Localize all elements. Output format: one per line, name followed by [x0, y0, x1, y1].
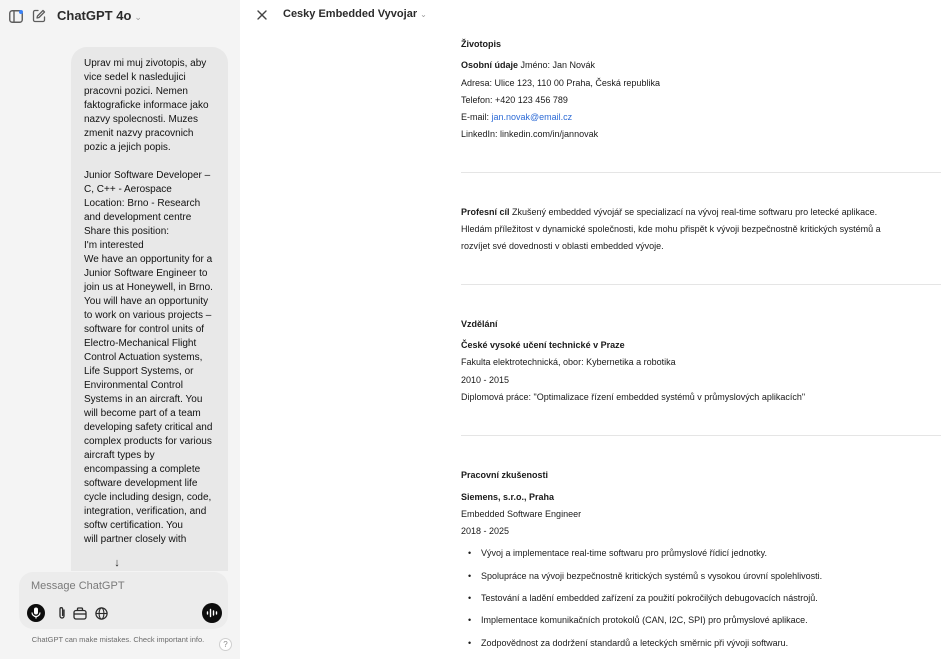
globe-search-icon[interactable]: [92, 604, 110, 622]
message-line: Junior Software Developer –: [84, 170, 211, 181]
message-line: I'm interested: [84, 240, 144, 251]
goal-text: Zkušený embedded vývojář se specializací na vývoj real-time softwaru pro letecké aplikace.: [509, 207, 878, 217]
model-selector[interactable]: [57, 8, 142, 23]
message-line: join us at Honeywell, in Brno.: [84, 282, 213, 293]
bullet-text: Spolupráce na vývoji bezpečnostně kritických systémů s vysokou úrovní spolehlivosti.: [481, 571, 823, 581]
new-chat-icon[interactable]: [31, 8, 47, 24]
model-name-label: ChatGPT 4o: [57, 8, 132, 23]
education-section-label: Vzdělání: [461, 319, 498, 329]
education-years: 2010 - 2015: [461, 375, 510, 385]
message-line: You will have an opportunity: [84, 296, 209, 307]
bullet-text: Implementace komunikačních protokolů (CAN, I2C, SPI) pro průmyslové aplikace.: [481, 615, 808, 625]
attach-paperclip-icon[interactable]: [53, 604, 71, 622]
scroll-down-arrow-icon[interactable]: ↓: [114, 557, 120, 569]
message-line: will become part of a team: [84, 408, 201, 419]
message-line: Uprav mi muj zivotopis, aby: [84, 58, 207, 69]
experience-bullet: [468, 637, 788, 649]
bullet-text: Testování a ladění embedded zařízení za použití pokročilých debugovacích nástrojů.: [481, 593, 818, 603]
message-line: Share this position:: [84, 226, 170, 237]
message-line: will partner closely with: [84, 534, 187, 545]
chevron-down-icon: ⌄: [134, 12, 142, 22]
sidebar-toggle-icon[interactable]: [8, 8, 24, 24]
chevron-down-icon: ⌄: [420, 10, 427, 19]
experience-bullet: [468, 614, 808, 626]
message-line: and development centre: [84, 212, 192, 223]
message-line: Control Actuation systems,: [84, 352, 203, 363]
message-line: pracovni pozici. Nemen: [84, 86, 188, 97]
message-line: aircraft types by: [84, 450, 155, 461]
personal-name: Jméno: Jan Novák: [518, 60, 596, 70]
message-input[interactable]: [31, 578, 211, 594]
chat-header: [0, 0, 240, 32]
message-line: integration, verification, and: [84, 506, 207, 517]
education-thesis: Diplomová práce: "Optimalizace řízení embedded systémů v průmyslových aplikacích": [461, 392, 806, 402]
close-icon[interactable]: [255, 8, 269, 22]
message-line: developing safety critical and: [84, 422, 213, 433]
microphone-icon[interactable]: [27, 604, 45, 622]
message-line: We have an opportunity for a: [84, 254, 213, 265]
message-line: complex products for various: [84, 436, 212, 447]
section-divider: [461, 284, 941, 285]
bullet-text: Vývoj a implementace real-time softwaru pro průmyslové řídicí jednotky.: [481, 548, 767, 558]
experience-bullet: [468, 592, 818, 604]
help-button[interactable]: ?: [219, 638, 232, 651]
user-message-bubble: [71, 47, 228, 571]
tools-toolbox-icon[interactable]: [71, 604, 89, 622]
message-line: Electro-Mechanical Flight: [84, 338, 197, 349]
message-line: pozic a jejich popis.: [84, 142, 171, 153]
message-paragraph: [84, 169, 218, 547]
personal-email-line: [461, 111, 572, 123]
message-composer: [19, 572, 228, 629]
personal-section-label: Osobní údaje: [461, 60, 519, 70]
experience-role: Embedded Software Engineer: [461, 509, 582, 519]
canvas-title-label: Cesky Embedded Vyvojar: [283, 8, 418, 20]
message-line: Junior Software Engineer to: [84, 268, 208, 279]
education-school: České vysoké učení technické v Praze: [461, 340, 625, 350]
message-line: zmenit nazvy pracovnich: [84, 128, 194, 139]
message-line: Life Support Systems, or: [84, 366, 194, 377]
message-line: faktograficke informace jako: [84, 100, 209, 111]
document-heading: Životopis: [461, 39, 501, 49]
goal-line-1: [461, 206, 877, 218]
message-line: vice sedel k nasledujici: [84, 72, 186, 83]
message-line: Environmental Control: [84, 380, 183, 391]
message-line: nazvy spolecnosti. Muzes: [84, 114, 198, 125]
message-line: softw certification. You: [84, 520, 183, 531]
resume-document[interactable]: [461, 0, 941, 659]
message-line: software development life: [84, 478, 198, 489]
goal-section-label: Profesní cíl: [461, 207, 510, 217]
message-line: encompassing a complete: [84, 464, 201, 475]
message-paragraph: [84, 57, 218, 155]
message-line: C, C++ - Aerospace: [84, 184, 172, 195]
voice-mode-icon[interactable]: [202, 603, 222, 623]
experience-bullet: [468, 547, 767, 559]
goal-line-2: Hledám příležitost v dynamické společnosti, kde mohu přispět k vývoji bezpečnostně kritických systémů a: [461, 224, 881, 234]
canvas-title[interactable]: [283, 8, 427, 20]
goal-line-3: rozvíjet své dovednosti v oblasti embedded vývoje.: [461, 241, 664, 251]
email-label: E-mail:: [461, 112, 492, 122]
message-line: software for control units of: [84, 324, 205, 335]
message-line: cycle including design, code,: [84, 492, 212, 503]
personal-phone: Telefon: +420 123 456 789: [461, 95, 568, 105]
section-divider: [461, 172, 941, 173]
personal-name-line: [461, 59, 595, 71]
personal-linkedin: LinkedIn: linkedin.com/in/jannovak: [461, 129, 599, 139]
message-line: Systems in an aircraft. You: [84, 394, 203, 405]
experience-section-label: Pracovní zkušenosti: [461, 470, 549, 480]
experience-company: Siemens, s.r.o., Praha: [461, 492, 555, 502]
bullet-text: Zodpovědnost za dodržení standardů a leteckých směrnic při vývoji softwaru.: [481, 638, 789, 648]
personal-address: Adresa: Ulice 123, 110 00 Praha, Česká republika: [461, 78, 660, 88]
email-link[interactable]: jan.novak@email.cz: [491, 112, 573, 122]
disclaimer-text: ChatGPT can make mistakes. Check important info.: [31, 635, 205, 644]
experience-years: 2018 - 2025: [461, 526, 510, 536]
education-faculty: Fakulta elektrotechnická, obor: Kybernetika a robotika: [461, 357, 676, 367]
message-line: to work on various projects –: [84, 310, 212, 321]
chat-panel: [0, 0, 240, 659]
section-divider: [461, 435, 941, 436]
message-line: Location: Brno - Research: [84, 198, 201, 209]
experience-bullet: [468, 570, 822, 582]
